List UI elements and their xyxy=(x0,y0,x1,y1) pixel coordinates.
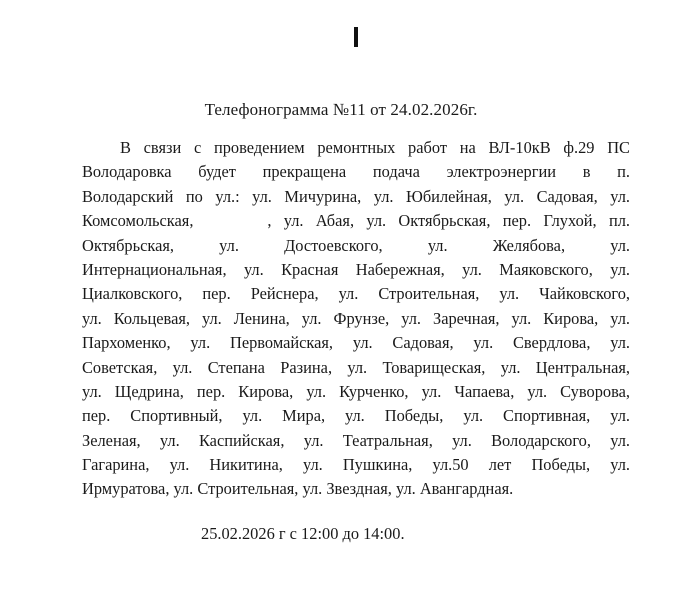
body-line: Зеленая, ул. Каспийская, ул. Театральная, ул. Володарского, ул. xyxy=(82,430,630,450)
document-title: Телефонограмма №11 от 24.02.2026г. xyxy=(204,100,478,119)
body-line: Октябрьская, ул. Достоевского, ул. Желябова, ул. xyxy=(82,235,630,255)
body-line: Ирмуратова, ул. Строительная, ул. Звездная, ул. Авангардная. xyxy=(82,479,514,499)
document-body xyxy=(82,136,630,502)
body-line: ул. Щедрина, пер. Кирова, ул. Курченко, ул. Чапаева, ул. Суворова, xyxy=(82,381,630,401)
body-line: ул. Кольцевая, ул. Ленина, ул. Фрунзе, ул. Заречная, ул. Кирова, ул. xyxy=(82,308,630,328)
body-line: Пархоменко, ул. Первомайская, ул. Садовая, ул. Свердлова, ул. xyxy=(82,333,630,353)
text-cursor-marker xyxy=(354,27,358,47)
body-line: Комсомольская, , ул. Абая, ул. Октябрьская, пер. Глухой, пл. xyxy=(82,211,630,231)
body-line: В связи с проведением ремонтных работ на ВЛ-10кВ ф.29 ПС xyxy=(120,138,630,157)
body-line: Гагарина, ул. Никитина, ул. Пушкина, ул.50 лет Победы, ул. xyxy=(82,455,630,475)
body-line: Володарский по ул.: ул. Мичурина, ул. Юбилейная, ул. Садовая, ул. xyxy=(82,186,630,206)
body-line: Интернациональная, ул. Красная Набережная, ул. Маяковского, ул. xyxy=(82,259,630,279)
body-line: Циалковского, пер. Рейснера, ул. Строительная, ул. Чайковского, xyxy=(82,284,630,304)
outage-schedule: 25.02.2026 г с 12:00 до 14:00. xyxy=(201,524,405,543)
body-line: Советская, ул. Степана Разина, ул. Товарищеская, ул. Центральная, xyxy=(82,357,630,377)
body-line: Володаровка будет прекращена подача электроэнергии в п. xyxy=(82,162,630,182)
body-line: пер. Спортивный, ул. Мира, ул. Победы, ул. Спортивная, ул. xyxy=(82,406,630,426)
